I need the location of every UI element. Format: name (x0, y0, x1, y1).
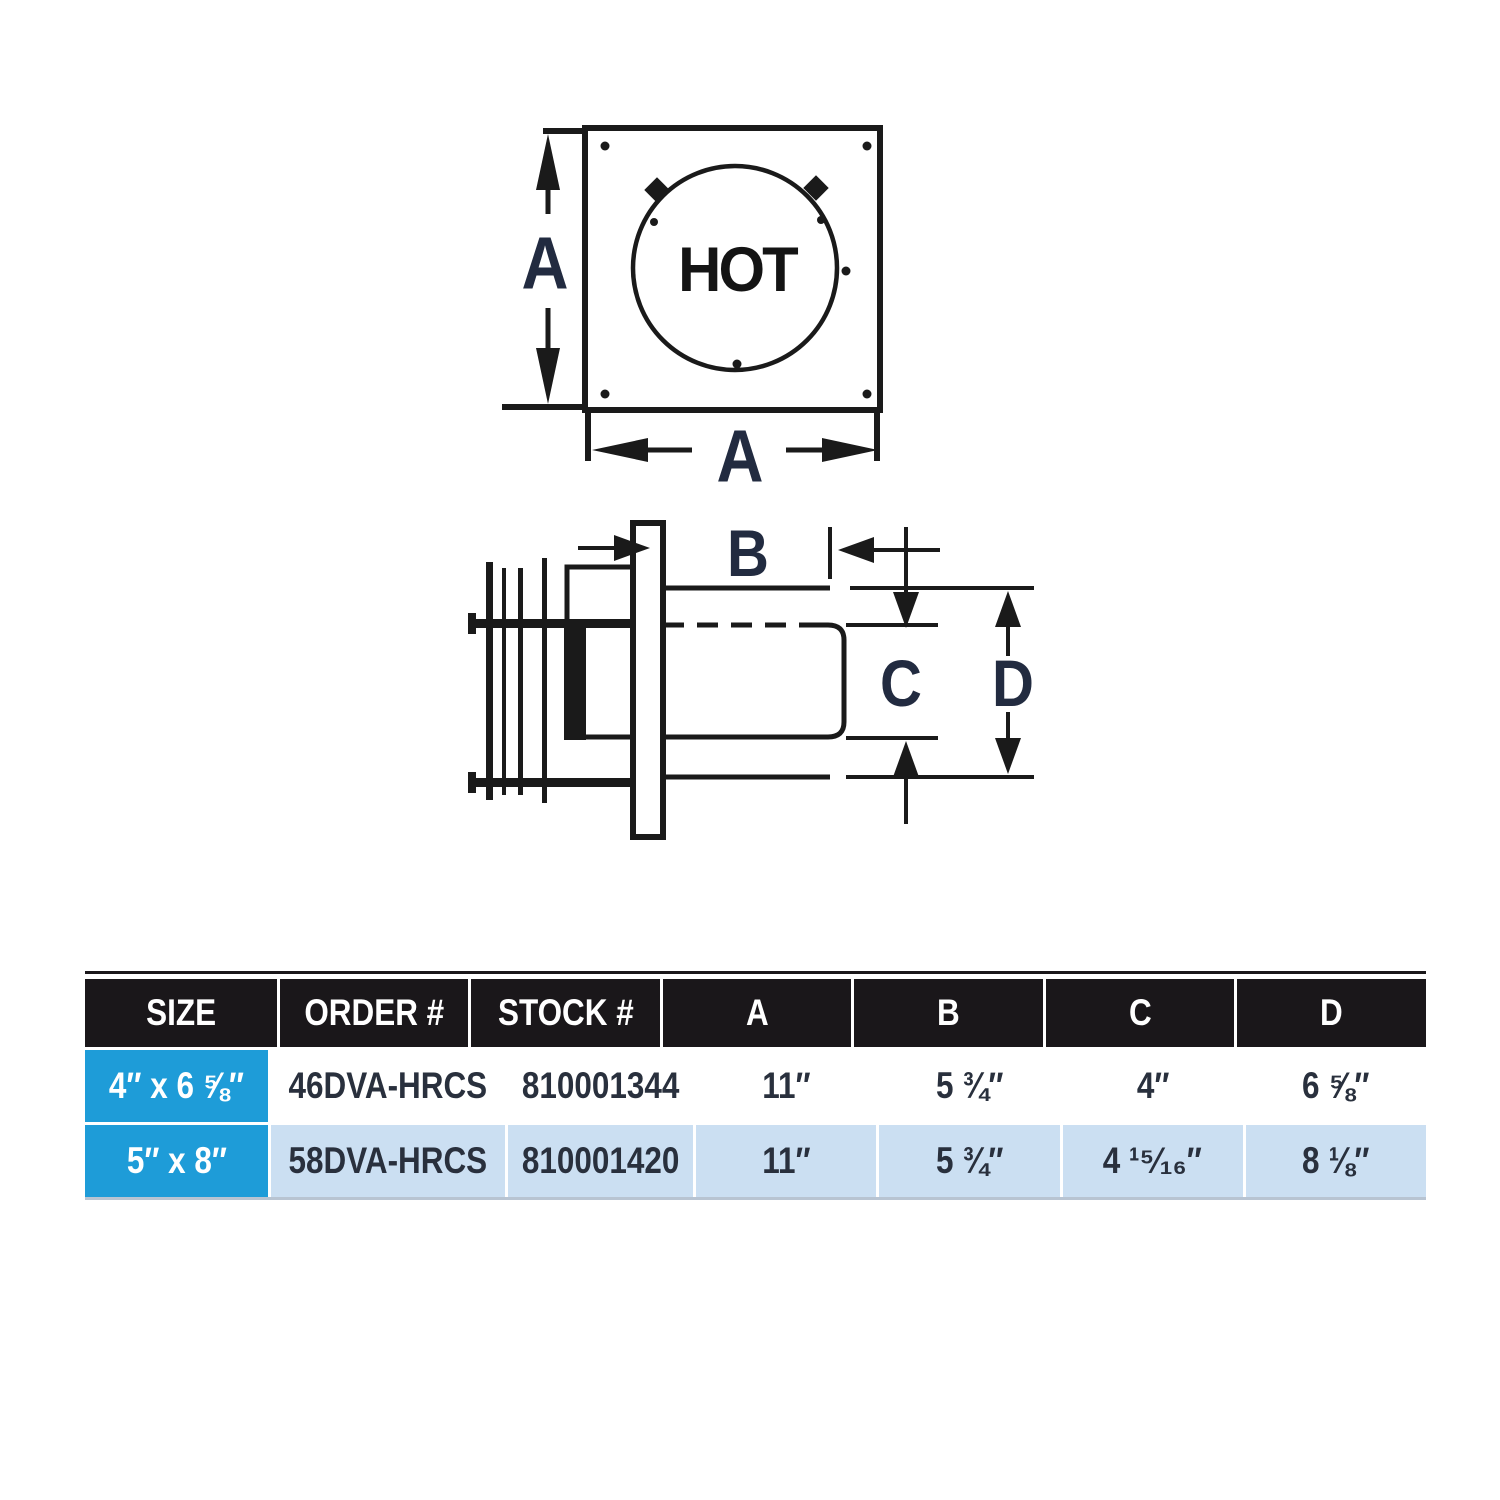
header-label: ORDER # (303, 992, 444, 1033)
left-arrowhead (592, 438, 648, 462)
cell-value: 8 ⅛″ (1302, 1140, 1370, 1181)
corner-screw (863, 390, 872, 399)
header-label: A (745, 992, 769, 1033)
cell-value: 58DVA-HRCS (288, 1140, 488, 1181)
down-arrowhead (536, 348, 560, 404)
dim-label-b: B (727, 517, 769, 591)
rim-screw (733, 360, 742, 369)
cell-dim-d (1243, 1050, 1426, 1122)
down-arrowhead (893, 592, 919, 628)
cell-value: 11″ (762, 1140, 811, 1181)
cell-size (85, 1125, 268, 1197)
cell-value: 4 ¹⁵⁄₁₆″ (1103, 1140, 1203, 1181)
cell-value: 4″ x 6 ⅝″ (109, 1065, 245, 1106)
table-header-a (660, 979, 852, 1047)
cell-dim-d (1243, 1125, 1426, 1197)
header-label: D (1320, 992, 1344, 1033)
header-label: SIZE (145, 992, 216, 1033)
up-arrowhead (536, 134, 560, 190)
cell-value: 810001344 (521, 1065, 680, 1106)
fin (518, 568, 523, 795)
table-top-rule (85, 971, 1426, 974)
hot-label: HOT (678, 234, 796, 306)
cell-value: 11″ (762, 1065, 811, 1106)
table-row (85, 1122, 1426, 1197)
tie-rod (473, 619, 635, 628)
cell-stock-number (505, 1050, 693, 1122)
header-label: C (1128, 992, 1152, 1033)
cell-value: 6 ⅝″ (1302, 1065, 1370, 1106)
bracket-bar (564, 628, 586, 740)
cell-stock-number (505, 1125, 693, 1197)
fin (542, 558, 547, 803)
fin (502, 568, 506, 795)
left-pointing-arrowhead (838, 537, 874, 563)
table-bottom-rule (85, 1197, 1426, 1200)
inner-pipe-end-cap (814, 625, 844, 737)
tie-rod (473, 778, 635, 787)
cell-dim-b (876, 1050, 1059, 1122)
top-view (502, 128, 880, 497)
spec-table (85, 971, 1426, 1200)
header-label: STOCK # (497, 992, 634, 1033)
cell-value: 5″ x 8″ (126, 1140, 227, 1181)
corner-screw (601, 390, 610, 399)
cell-order-number (268, 1050, 505, 1122)
up-arrowhead (995, 591, 1021, 627)
table-header-row (85, 979, 1426, 1047)
cell-order-number (268, 1125, 505, 1197)
cell-value: 5 ¾″ (935, 1140, 1004, 1181)
corner-screw (863, 142, 872, 151)
dim-label-a-vertical: A (521, 221, 569, 305)
rod-end-cap (468, 613, 476, 634)
dim-label-c: C (880, 647, 922, 721)
dim-label-d: D (992, 647, 1034, 721)
cell-size (85, 1050, 268, 1122)
table-header-order (277, 979, 469, 1047)
side-view (468, 517, 1034, 837)
cell-value: 46DVA-HRCS (288, 1065, 488, 1106)
cell-value: 810001420 (521, 1140, 680, 1181)
table-header-b (851, 979, 1043, 1047)
rim-screw (650, 218, 658, 226)
fin (486, 562, 493, 800)
rod-end-cap (468, 772, 476, 793)
cell-value: 5 ¾″ (935, 1065, 1004, 1106)
wall-flange (633, 523, 663, 837)
cell-dim-c (1060, 1125, 1243, 1197)
rim-screw (817, 216, 825, 224)
table-header-d (1234, 979, 1426, 1047)
cell-dim-c (1060, 1050, 1243, 1122)
cell-value: 4″ (1136, 1065, 1169, 1106)
up-arrowhead (893, 741, 919, 777)
down-arrowhead (995, 738, 1021, 774)
table-header-c (1043, 979, 1235, 1047)
table-row (85, 1047, 1426, 1122)
table-header-stock (468, 979, 660, 1047)
right-arrowhead (822, 438, 878, 462)
dim-label-a-horizontal: A (716, 414, 764, 498)
cell-dim-a (693, 1125, 876, 1197)
header-label: B (937, 992, 960, 1033)
rim-screw (842, 267, 851, 276)
corner-screw (601, 142, 610, 151)
cell-dim-a (693, 1050, 876, 1122)
cell-dim-b (876, 1125, 1059, 1197)
table-header-size (85, 979, 277, 1047)
heat-shield-fins (468, 558, 635, 803)
